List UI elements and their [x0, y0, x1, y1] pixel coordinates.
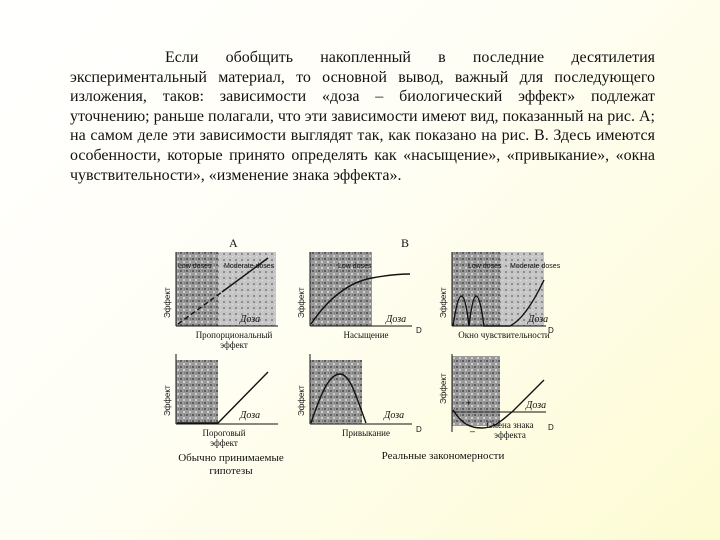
group-caption-left: Обычно принимаемые гипотезы [178, 452, 284, 477]
panel-saturation [297, 252, 422, 335]
axis-dose-label: Доза [528, 314, 549, 325]
caption-threshold: Пороговый эффект [202, 428, 246, 448]
caption-sign-change: Смена знака эффекта [486, 420, 534, 440]
plus-sign: + [466, 398, 472, 408]
axis-dose-label: Доза [386, 314, 407, 325]
axis-dose-label: Доза [526, 400, 547, 411]
panel-proportional [163, 252, 278, 326]
low-doses-label: Low doses [468, 263, 502, 270]
axis-effect-label: Эффект [163, 385, 172, 416]
low-doses-label: Low doses [338, 263, 372, 270]
panel-threshold [163, 354, 278, 424]
figure-label-b: В [401, 236, 410, 250]
axis-d-label: D [416, 425, 422, 434]
moderate-doses-label: Moderate doses [510, 263, 561, 270]
caption-saturation: Насыщение [343, 330, 389, 340]
axis-effect-label: Эффект [439, 373, 448, 404]
caption-proportional: Пропорциональный эффект [195, 330, 273, 350]
moderate-doses-label: Moderate doses [224, 263, 275, 270]
axis-d-label: D [416, 326, 422, 335]
axis-dose-label: Доза [240, 314, 261, 325]
axis-dose-label: Доза [384, 410, 405, 421]
axis-d-label: D [548, 326, 554, 335]
caption-window: Окно чувствительности [458, 330, 550, 340]
axis-effect-label: Эффект [297, 385, 306, 416]
body-paragraph: Если обобщить накопленный в последние десятилетия экспериментальный материал, то основной вывод, важный для последующего изложения, таков: зависимости «доза – биологический эффект» подлежат уточнению; раньше полагали, что эти зависимости имеют вид, показанный на рис. А; на самом деле эти зависимости выглядят так, как показано на рис. В. Здесь имеются особенности, которые принято определять как «насыщение», «привыкание», «окна чувствительности», «изменение знака эффекта». [70, 49, 655, 184]
low-dose-band [176, 360, 218, 424]
axis-d-label: D [548, 423, 554, 432]
axis-effect-label: Эффект [297, 287, 306, 318]
axis-effect-label: Эффект [439, 287, 448, 318]
low-doses-label: Low doses [178, 263, 212, 270]
figure-label-a: А [229, 236, 238, 250]
group-caption-right: Реальные закономерности [381, 450, 505, 462]
panel-habituation [297, 354, 422, 434]
minus-sign: – [470, 426, 476, 436]
axis-dose-label: Доза [240, 410, 261, 421]
low-dose-band [452, 356, 500, 426]
panel-window [439, 252, 561, 335]
caption-habituation: Привыкание [342, 428, 390, 438]
axis-effect-label: Эффект [163, 287, 172, 318]
